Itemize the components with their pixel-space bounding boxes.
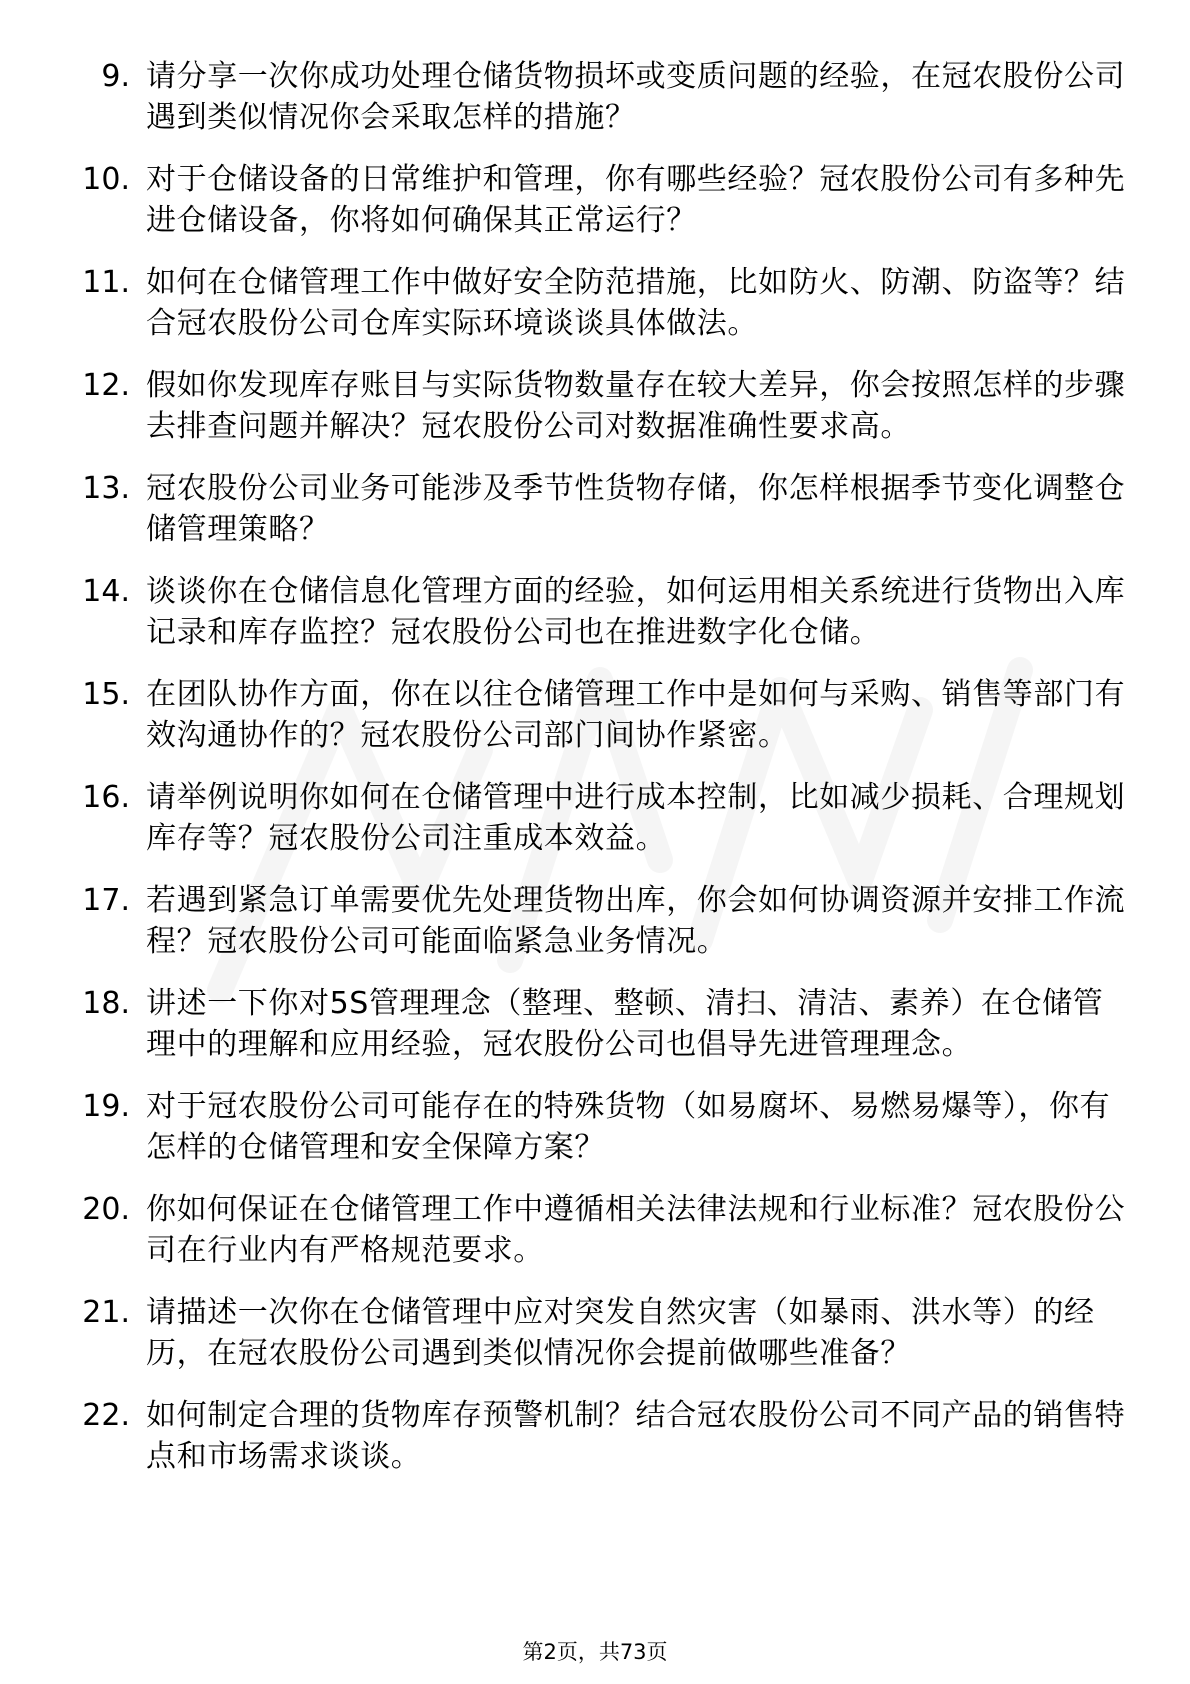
question-number: 15.	[82, 677, 130, 712]
question-number: 17.	[82, 883, 130, 918]
question-text: 请分享一次你成功处理仓储货物损坏或变质问题的经验，在冠农股份公司遇到类似情况你会采取怎样的措施？	[146, 59, 1126, 135]
question-text: 如何在仓储管理工作中做好安全防范措施，比如防火、防潮、防盗等？结合冠农股份公司仓库实际环境谈谈具体做法。	[146, 265, 1126, 341]
question-text: 冠农股份公司业务可能涉及季节性货物存储，你怎样根据季节变化调整仓储管理策略？	[146, 471, 1126, 547]
question-number: 16.	[82, 780, 130, 815]
question-number: 18.	[82, 986, 130, 1021]
page-number-footer: 第2页，共73页	[522, 1640, 668, 1664]
question-text: 对于冠农股份公司可能存在的特殊货物（如易腐坏、易燃易爆等），你有怎样的仓储管理和安全保障方案？	[146, 1089, 1111, 1165]
question-number: 20.	[82, 1192, 130, 1227]
question-text: 假如你发现库存账目与实际货物数量存在较大差异，你会按照怎样的步骤去排查问题并解决？冠农股份公司对数据准确性要求高。	[146, 368, 1126, 444]
question-item-18	[60, 983, 1130, 1065]
question-item-20	[60, 1189, 1130, 1271]
question-text: 请举例说明你如何在仓储管理中进行成本控制，比如减少损耗、合理规划库存等？冠农股份公司注重成本效益。	[146, 780, 1126, 856]
question-text: 如何制定合理的货物库存预警机制？结合冠农股份公司不同产品的销售特点和市场需求谈谈。	[146, 1398, 1126, 1474]
question-list	[60, 56, 1130, 1498]
question-item-14	[60, 571, 1130, 653]
question-item-19	[60, 1086, 1130, 1168]
question-item-11	[60, 262, 1130, 344]
question-item-17	[60, 880, 1130, 962]
question-text: 在团队协作方面，你在以往仓储管理工作中是如何与采购、销售等部门有效沟通协作的？冠农股份公司部门间协作紧密。	[146, 677, 1126, 753]
question-text: 对于仓储设备的日常维护和管理，你有哪些经验？冠农股份公司有多种先进仓储设备，你将如何确保其正常运行？	[146, 162, 1126, 238]
question-item-9	[60, 56, 1130, 138]
question-item-15	[60, 674, 1130, 756]
question-number: 9.	[101, 59, 130, 94]
question-item-12	[60, 365, 1130, 447]
question-item-13	[60, 468, 1130, 550]
question-text: 谈谈你在仓储信息化管理方面的经验，如何运用相关系统进行货物出入库记录和库存监控？冠农股份公司也在推进数字化仓储。	[146, 574, 1126, 650]
question-number: 14.	[82, 574, 130, 609]
question-item-10	[60, 159, 1130, 241]
question-number: 21.	[82, 1295, 130, 1330]
question-number: 12.	[82, 368, 130, 403]
question-item-21	[60, 1292, 1130, 1374]
question-text: 你如何保证在仓储管理工作中遵循相关法律法规和行业标准？冠农股份公司在行业内有严格规范要求。	[146, 1192, 1126, 1268]
question-number: 13.	[82, 471, 130, 506]
question-text: 讲述一下你对5S管理理念（整理、整顿、清扫、清洁、素养）在仓储管理中的理解和应用经验，冠农股份公司也倡导先进管理理念。	[146, 986, 1104, 1062]
question-number: 22.	[82, 1398, 130, 1433]
question-text: 请描述一次你在仓储管理中应对突发自然灾害（如暴雨、洪水等）的经历，在冠农股份公司遇到类似情况你会提前做哪些准备？	[146, 1295, 1095, 1371]
question-text: 若遇到紧急订单需要优先处理货物出库，你会如何协调资源并安排工作流程？冠农股份公司可能面临紧急业务情况。	[146, 883, 1126, 959]
question-number: 19.	[82, 1089, 130, 1124]
question-number: 10.	[82, 162, 130, 197]
question-item-16	[60, 777, 1130, 859]
question-item-22	[60, 1395, 1130, 1477]
question-number: 11.	[82, 265, 130, 300]
